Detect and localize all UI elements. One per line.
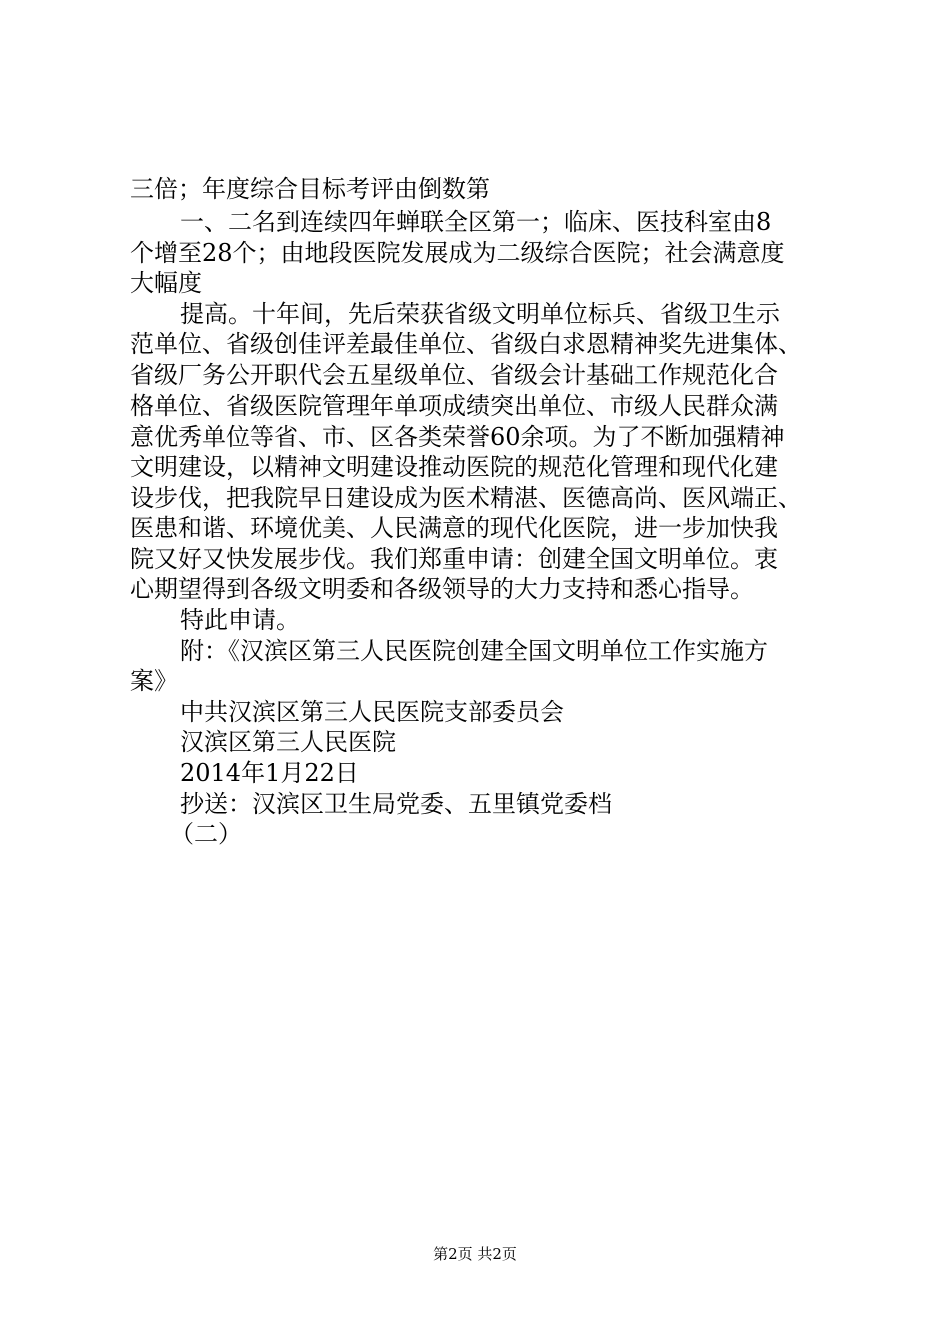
text-line: 附：《汉滨区第三人民医院创建全国文明单位工作实施方 <box>180 637 768 665</box>
text-line: 心期望得到各级文明委和各级领导的大力支持和悉心指导。 <box>130 575 754 603</box>
text-line: 设步伐，把我院早日建设成为医术精湛、医德高尚、医风端正、 <box>130 484 802 512</box>
text-line: 范单位、省级创佳评差最佳单位、省级白求恩精神奖先进集体、 <box>130 330 802 358</box>
text-line: 提高。十年间，先后荣获省级文明单位标兵、省级卫生示 <box>180 300 780 328</box>
text-line: 院又好又快发展步伐。我们郑重申请：创建全国文明单位。衷 <box>130 545 778 573</box>
text-line: 大幅度 <box>130 269 202 297</box>
text-line: 三倍；年度综合目标考评由倒数第 <box>130 175 490 203</box>
signature-line: 中共汉滨区第三人民医院支部委员会 <box>180 698 564 726</box>
signature-line: 汉滨区第三人民医院 <box>180 728 396 756</box>
text-line: 格单位、省级医院管理年单项成绩突出单位、市级人民群众满 <box>130 392 778 420</box>
text-line: 案》 <box>130 667 178 695</box>
date-line: 2014年1月22日 <box>180 759 359 787</box>
text-line: 一、二名到连续四年蝉联全区第一；临床、医技科室由8 <box>180 208 772 236</box>
cc-line: 抄送：汉滨区卫生局党委、五里镇党委档 <box>180 790 612 818</box>
section-marker: （二） <box>170 820 242 848</box>
text-line: 个增至28个；由地段医院发展成为二级综合医院；社会满意度 <box>130 239 785 267</box>
text-line: 意优秀单位等省、市、区各类荣誉60余项。为了不断加强精神 <box>130 423 785 451</box>
text-line: 省级厂务公开职代会五星级单位、省级会计基础工作规范化合 <box>130 361 778 389</box>
text-line: 文明建设，以精神文明建设推动医院的规范化管理和现代化建 <box>130 453 778 481</box>
page-footer: 第2页 共2页 <box>433 1245 517 1263</box>
text-line: 特此申请。 <box>180 606 300 634</box>
text-line: 医患和谐、环境优美、人民满意的现代化医院，进一步加快我 <box>130 514 778 542</box>
